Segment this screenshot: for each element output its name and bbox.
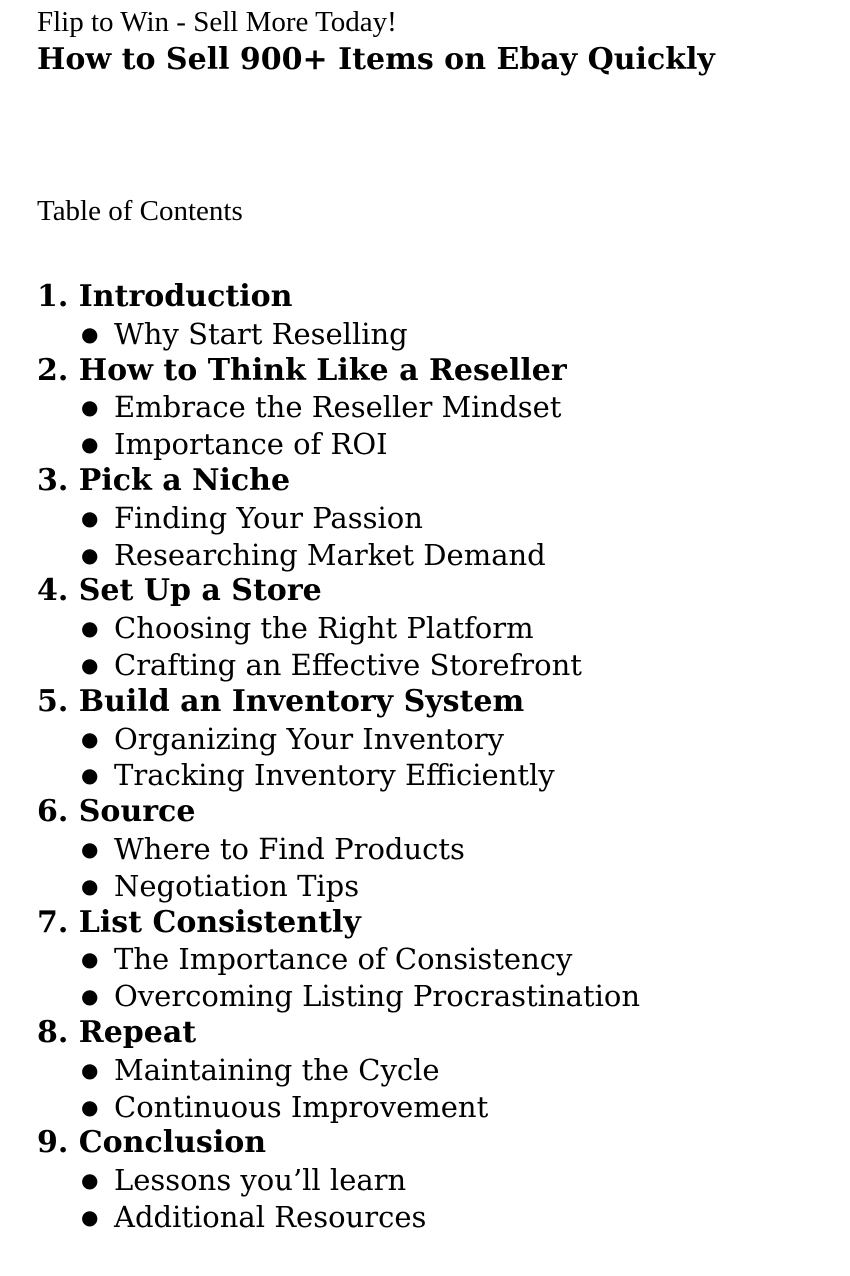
toc-subsection-label: Where to Find Products [114,831,465,866]
toc-subsection-label: Maintaining the Cycle [114,1052,440,1087]
toc-section-title: 4. Set Up a Store [37,573,322,609]
toc-subsection-label: Lessons you’ll learn [114,1163,407,1198]
toc-section [37,905,640,1015]
bullet-icon: ● [81,873,99,898]
toc-subsection-label: Why Start Reselling [114,316,408,351]
toc-subsection-item [37,831,640,868]
toc-section-title: 9. Conclusion [37,1125,267,1161]
toc-subsection-item [37,1199,640,1236]
toc-subsection-list [37,610,640,684]
toc-section-title: 2. How to Think Like a Reseller [37,352,567,388]
toc-subsection-list [37,831,640,905]
bullet-icon: ● [81,1168,99,1193]
toc-subsection-list [37,1052,640,1126]
toc-subsection-label: Choosing the Right Platform [114,611,534,646]
toc-subsection-item [37,868,640,905]
document-title: How to Sell 900+ Items on Ebay Quickly [37,42,715,77]
toc-subsection-item [37,500,640,537]
toc-heading: Table of Contents [37,195,243,227]
toc-section-title: 5. Build an Inventory System [37,683,525,719]
bullet-icon: ● [81,836,99,861]
toc-subsection-item [37,1089,640,1126]
toc-subsection-list [37,721,640,795]
toc-subsection-list [37,941,640,1015]
bullet-icon: ● [81,616,99,641]
toc-section [37,463,640,573]
toc-subsection-list [37,389,640,463]
toc-subsection-label: Tracking Inventory Efficiently [114,758,555,793]
toc-section [37,1015,640,1125]
toc-subsection-list [37,500,640,574]
bullet-icon: ● [81,652,99,677]
toc-subsection-label: Researching Market Demand [114,537,546,572]
toc-subsection-list [37,1162,640,1236]
toc-section [37,794,640,904]
toc-subsection-label: Organizing Your Inventory [114,721,505,756]
bullet-icon: ● [81,984,99,1009]
bullet-icon: ● [81,395,99,420]
toc-section [37,279,640,353]
bullet-icon: ● [81,542,99,567]
toc-subsection-item [37,426,640,463]
toc-subsection-label: Additional Resources [114,1199,427,1234]
toc-section-title: 6. Source [37,794,196,830]
toc-section [37,573,640,683]
toc-subsection-label: Continuous Improvement [114,1089,489,1124]
toc-subsection-label: Importance of ROI [114,427,388,462]
toc-subsection-label: Embrace the Reseller Mindset [114,390,562,425]
bullet-icon: ● [81,1204,99,1229]
toc-section-title: 8. Repeat [37,1014,197,1050]
toc-section [37,1125,640,1235]
toc-section [37,684,640,794]
toc-subsection-item [37,537,640,574]
toc-subsection-item [37,316,640,353]
toc-section-title: 1. Introduction [37,279,293,314]
toc-section-title: 7. List Consistently [37,904,361,940]
bullet-icon: ● [81,432,99,457]
bullet-icon: ● [81,726,99,751]
document-kicker: Flip to Win - Sell More Today! [37,6,397,38]
toc-subsection-item [37,389,640,426]
bullet-icon: ● [81,947,99,972]
toc-subsection-item [37,1162,640,1199]
bullet-icon: ● [81,763,99,788]
toc-section [37,353,640,463]
toc-subsection-item [37,757,640,794]
toc-subsection-label: Negotiation Tips [114,868,360,903]
bullet-icon: ● [81,1094,99,1119]
toc-subsection-list [37,316,640,353]
toc-subsection-label: Overcoming Listing Procrastination [114,979,640,1014]
toc-subsection-item [37,721,640,758]
toc-subsection-item [37,1052,640,1089]
toc-section-title: 3. Pick a Niche [37,462,291,498]
toc-subsection-item [37,941,640,978]
bullet-icon: ● [81,1057,99,1082]
table-of-contents [37,279,640,1236]
toc-subsection-label: Finding Your Passion [114,500,423,535]
toc-subsection-item [37,610,640,647]
toc-subsection-item [37,978,640,1015]
toc-subsection-label: The Importance of Consistency [114,942,573,977]
toc-subsection-label: Crafting an Effective Storefront [114,647,582,682]
toc-subsection-item [37,647,640,684]
bullet-icon: ● [81,321,99,346]
bullet-icon: ● [81,505,99,530]
